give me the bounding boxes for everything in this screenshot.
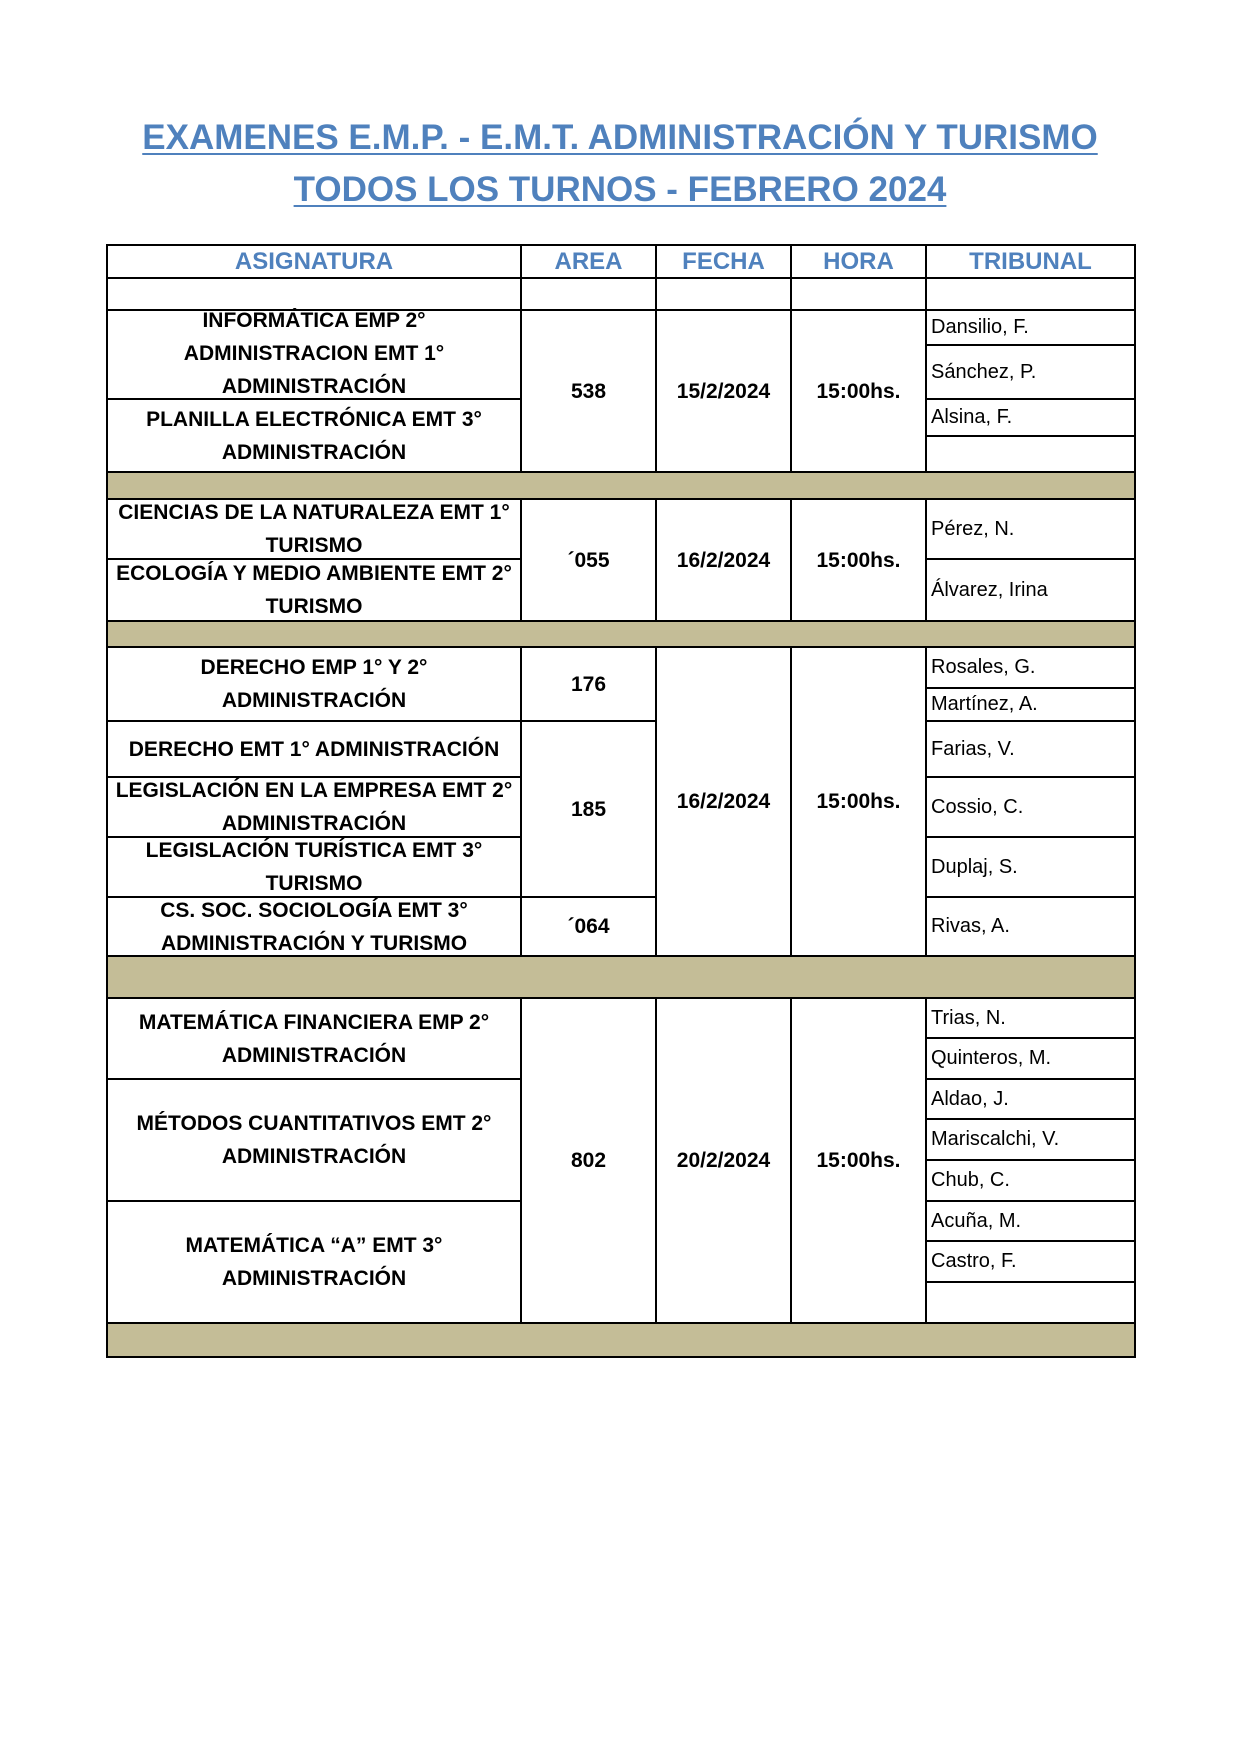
tribunal-member: Cossio, C. — [931, 795, 1024, 818]
table-border — [1134, 244, 1136, 1358]
header-area: AREA — [554, 248, 623, 275]
header-tribunal: TRIBUNAL — [969, 248, 1092, 275]
subject-cell: MÉTODOS CUANTITATIVOS EMT 2° ADMINISTRACIÓN — [136, 1112, 492, 1168]
subject-cell: CS. SOC. SOCIOLOGÍA EMT 3° ADMINISTRACIÓN Y TURISMO — [160, 898, 468, 955]
tribunal-member: Pérez, N. — [931, 517, 1015, 540]
tribunal-member: Sánchez, P. — [931, 360, 1037, 383]
row-line — [106, 471, 1136, 473]
subject-cell: PLANILLA ELECTRÓNICA EMT 3° ADMINISTRACIÓN — [146, 407, 482, 464]
row-line — [925, 1281, 1135, 1283]
tribunal-member: Quinteros, M. — [931, 1047, 1052, 1069]
subject-cell: MATEMÁTICA “A” EMT 3° ADMINISTRACIÓN — [185, 1234, 443, 1290]
tribunal-member: Chub, C. — [931, 1169, 1010, 1191]
header-asignatura: ASIGNATURA — [234, 248, 394, 275]
subject-cell: INFORMÁTICA EMP 2° ADMINISTRACION EMT 1° ADMINISTRACIÓN — [183, 308, 445, 398]
tribunal-member: Rosales, G. — [931, 656, 1036, 678]
tribunal-member: Trias, N. — [931, 1006, 1006, 1029]
hora-cell: 15:00hs. — [816, 790, 901, 813]
separator-band — [107, 472, 1134, 498]
header-hora: HORA — [823, 248, 894, 275]
area-cell: 185 — [570, 797, 607, 821]
area-cell: 802 — [570, 1149, 607, 1172]
separator-band — [107, 621, 1134, 646]
tribunal-member: Acuña, M. — [931, 1209, 1022, 1232]
area-cell: 176 — [570, 672, 607, 696]
separator-band — [107, 1323, 1134, 1357]
subject-cell: DERECHO EMT 1° ADMINISTRACIÓN — [128, 737, 500, 761]
fecha-cell: 15/2/2024 — [676, 379, 771, 403]
tribunal-member: Rivas, A. — [931, 915, 1010, 937]
separator-band — [107, 956, 1134, 997]
fecha-cell: 16/2/2024 — [676, 548, 771, 572]
tribunal-member: Mariscalchi, V. — [931, 1128, 1060, 1150]
subject-cell: LEGISLACIÓN TURÍSTICA EMT 3° TURISMO — [145, 839, 483, 895]
row-line — [925, 435, 1135, 437]
tribunal-member: Farias, V. — [931, 737, 1015, 760]
tribunal-member: Duplaj, S. — [931, 855, 1018, 878]
hora-cell: 15:00hs. — [816, 1149, 901, 1172]
header-fecha: FECHA — [682, 248, 765, 275]
subject-cell: ECOLOGÍA Y MEDIO AMBIENTE EMT 2° TURISMO — [116, 562, 512, 618]
fecha-cell: 16/2/2024 — [676, 790, 771, 813]
tribunal-member: Álvarez, Irina — [931, 578, 1048, 601]
tribunal-member: Castro, F. — [931, 1250, 1017, 1272]
title-text-1: EXAMENES E.M.P. - E.M.T. ADMINISTRACIÓN Y TURISMO — [142, 118, 1098, 157]
subject-cell: LEGISLACIÓN EN LA EMPRESA EMT 2° ADMINISTRACIÓN — [115, 779, 513, 835]
subject-cell: MATEMÁTICA FINANCIERA EMP 2° ADMINISTRACIÓN — [138, 1010, 490, 1067]
title-text-2: TODOS LOS TURNOS - FEBRERO 2024 — [293, 170, 947, 209]
tribunal-member: Dansilio, F. — [931, 316, 1029, 338]
tribunal-member: Alsina, F. — [931, 406, 1013, 428]
tribunal-member: Aldao, J. — [931, 1087, 1009, 1110]
table-border — [106, 1356, 1136, 1358]
fecha-cell: 20/2/2024 — [676, 1149, 771, 1172]
hora-cell: 15:00hs. — [816, 548, 901, 572]
area-cell: ´055 — [567, 548, 610, 572]
row-line — [106, 1322, 1136, 1324]
hora-cell: 15:00hs. — [816, 379, 901, 403]
area-cell: 538 — [570, 379, 607, 403]
subject-cell: DERECHO EMP 1° Y 2° ADMINISTRACIÓN — [200, 656, 428, 712]
subject-cell: CIENCIAS DE LA NATURALEZA EMT 1° TURISMO — [118, 501, 510, 557]
tribunal-member: Martínez, A. — [931, 693, 1038, 715]
area-cell: ´064 — [567, 915, 610, 938]
